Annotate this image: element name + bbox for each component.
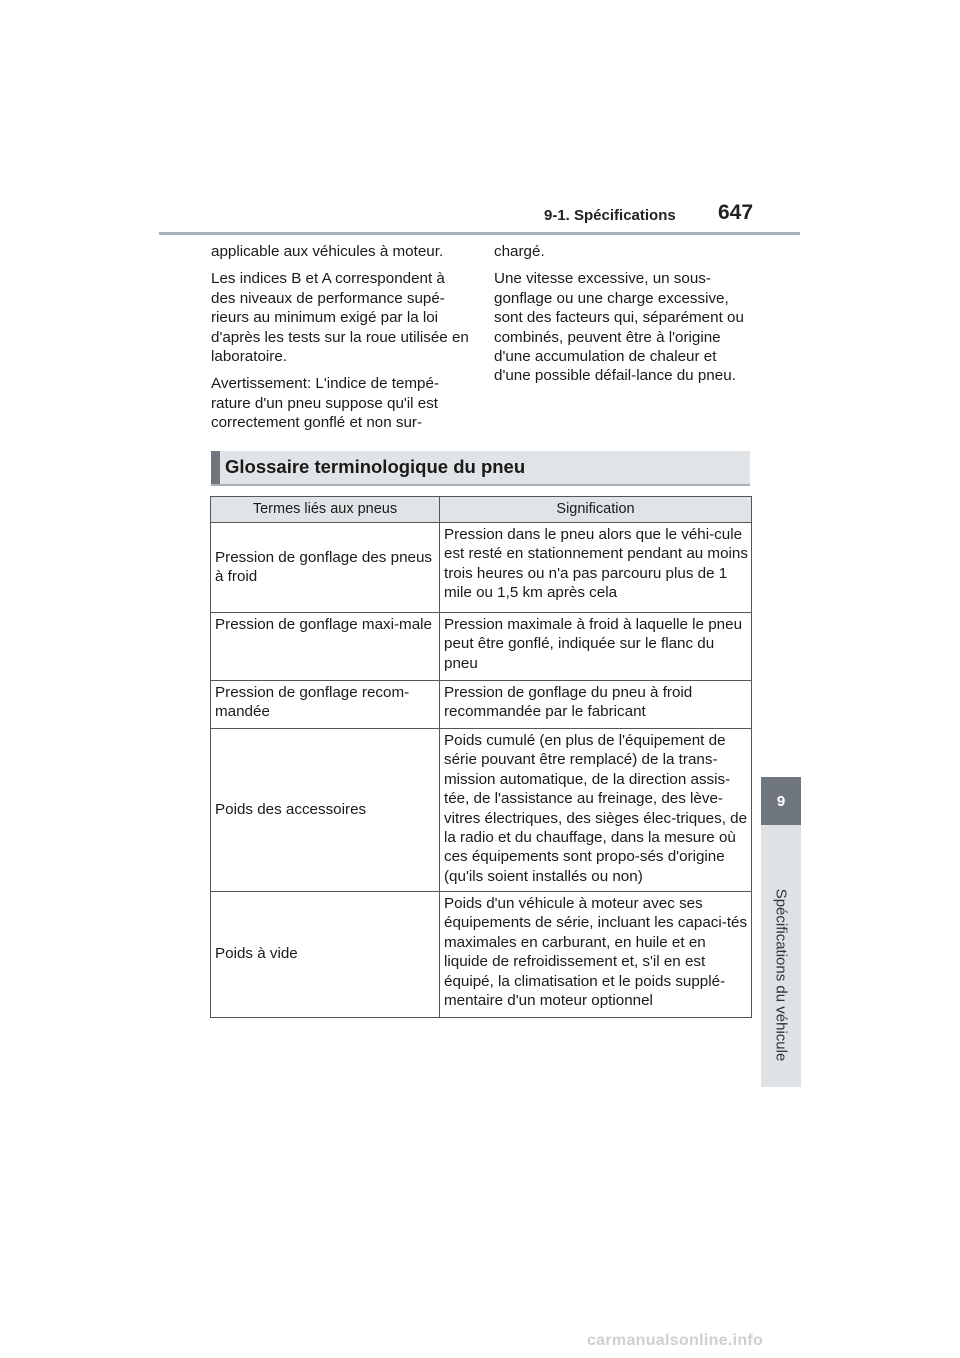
table-row bbox=[211, 892, 752, 1018]
meaning-cell: Poids cumulé (en plus de l'équipement de série pouvant être remplacé) de la trans-mission automatique, de la direction assis-tée, de l'assistance au freinage, des lève-vitres électriques, des sièges élec-triques, de la radio et du chauffage, dans la mesure où ces équipements sont propo-sés d'origine (qu'ils soient installés ou non) bbox=[440, 729, 752, 892]
body-paragraph: Une vitesse excessive, un sous-gonflage ou une charge excessive, sont des facteurs qui, séparément ou combinés, peuvent être à l'origine d'une accumulation de chaleur et d'une possible défail-lance du pneu. bbox=[494, 270, 744, 385]
table-header-row bbox=[211, 497, 752, 523]
body-paragraph: chargé. bbox=[494, 243, 545, 260]
watermark: carmanualsonline.info bbox=[587, 1332, 764, 1349]
section-heading-marker bbox=[211, 451, 220, 484]
meaning-cell: Pression maximale à froid à laquelle le pneu peut être gonflé, indiquée sur le flanc du pneu bbox=[440, 613, 752, 681]
body-paragraph: Avertissement: L'indice de tempé-rature d'un pneu suppose qu'il est correctement gonflé et non sur- bbox=[211, 375, 440, 432]
term-cell: Poids des accessoires bbox=[211, 729, 440, 892]
glossary-table bbox=[210, 496, 752, 1018]
term-cell: Poids à vide bbox=[211, 892, 440, 1018]
meaning-cell: Poids d'un véhicule à moteur avec ses équipements de série, incluant les capaci-tés maximales en carburant, en huile et en liquide de refroidissement et, s'il en est équipé, la climatisation et le poids supplé-mentaire d'un moteur optionnel bbox=[440, 892, 752, 1018]
table-row bbox=[211, 729, 752, 892]
term-cell: Pression de gonflage des pneus à froid bbox=[211, 523, 440, 613]
table-row bbox=[211, 523, 752, 613]
header-divider bbox=[159, 232, 800, 235]
meaning-cell: Pression de gonflage du pneu à froid recommandée par le fabricant bbox=[440, 681, 752, 729]
section-heading bbox=[211, 451, 750, 486]
term-cell: Pression de gonflage recom-mandée bbox=[211, 681, 440, 729]
column-header-terms: Termes liés aux pneus bbox=[211, 497, 440, 523]
body-column-right bbox=[494, 242, 750, 394]
body-paragraph: Les indices B et A correspondent à des niveaux de performance supé-rieurs au minimum exigé par la loi d'après les tests sur la roue utilisée en laboratoire. bbox=[211, 270, 469, 366]
running-header-section: 9-1. Spécifications bbox=[544, 207, 676, 224]
table-row bbox=[211, 681, 752, 729]
column-header-meaning: Signification bbox=[440, 497, 752, 523]
body-paragraph: applicable aux véhicules à moteur. bbox=[211, 243, 444, 260]
meaning-cell: Pression dans le pneu alors que le véhi-cule est resté en stationnement pendant au moins trois heures ou n'a pas parcouru plus de 1 mile ou 1,5 km après cela bbox=[440, 523, 752, 613]
chapter-number: 9 bbox=[761, 777, 801, 825]
chapter-side-tab bbox=[761, 777, 801, 1087]
section-heading-title: Glossaire terminologique du pneu bbox=[225, 456, 526, 477]
table-row bbox=[211, 613, 752, 681]
page-number: 647 bbox=[718, 201, 754, 224]
chapter-title: Spécifications du véhicule bbox=[772, 888, 790, 1062]
term-cell: Pression de gonflage maxi-male bbox=[211, 613, 440, 681]
body-column-left bbox=[211, 242, 469, 441]
